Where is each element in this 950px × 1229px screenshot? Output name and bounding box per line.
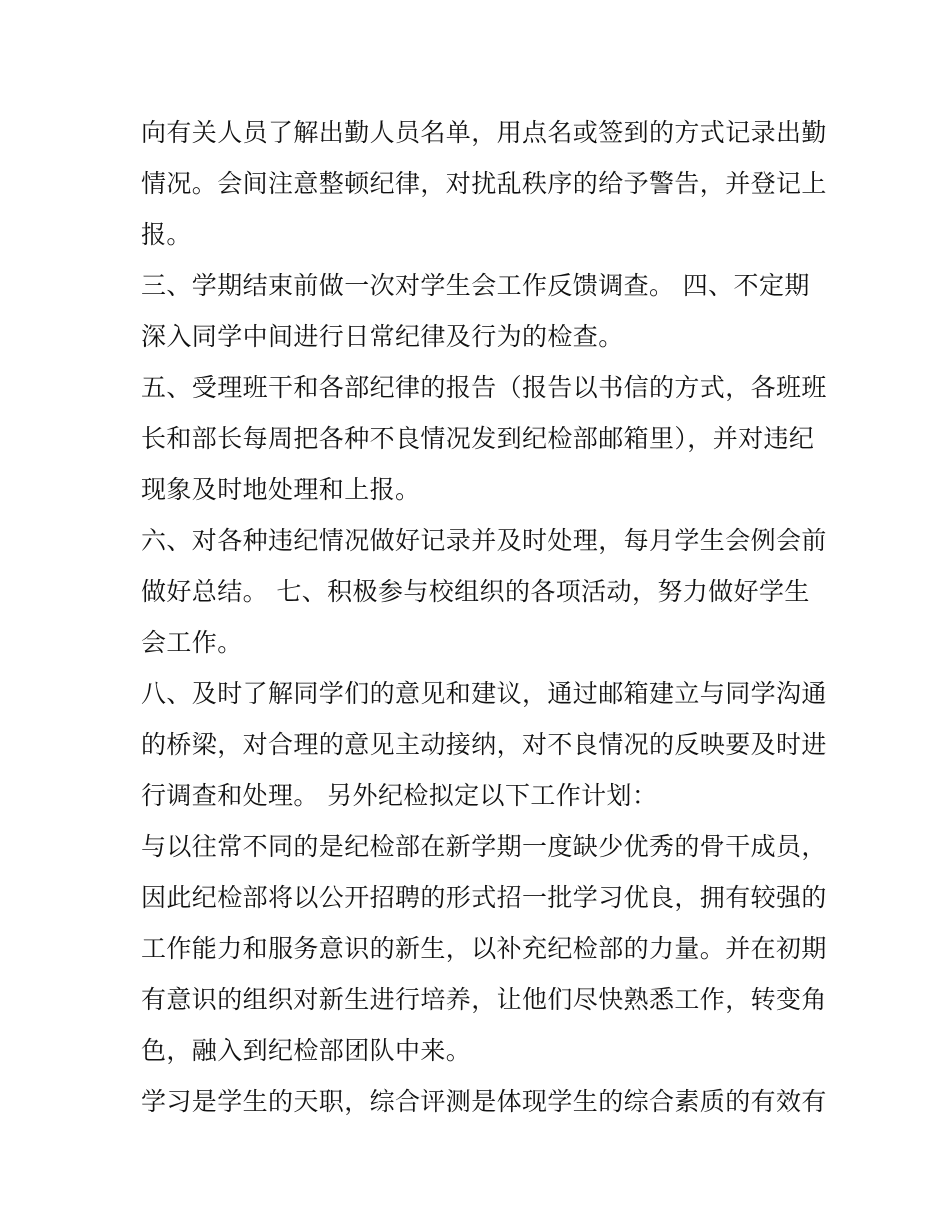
text-line: 向有关人员了解出勤人员名单，用点名或签到的方式记录出勤 [141, 118, 827, 147]
text-line: 八、及时了解同学们的意见和建议，通过邮箱建立与同学沟通 [141, 679, 827, 708]
text-line: 报。 [141, 220, 192, 249]
text-line: 长和部长每周把各种不良情况发到纪检部邮箱里），并对违纪 [141, 424, 815, 453]
text-line: 的桥梁，对合理的意见主动接纳，对不良情况的反映要及时进 [141, 730, 827, 759]
text-line: 做好总结。 七、积极参与校组织的各项活动，努力做好学生 [141, 577, 810, 606]
body-text [141, 107, 827, 1127]
text-line: 有意识的组织对新生进行培养，让他们尽快熟悉工作，转变角 [141, 985, 827, 1014]
text-line: 现象及时地处理和上报。 [141, 475, 421, 504]
text-line: 六、对各种违纪情况做好记录并及时处理，每月学生会例会前 [141, 526, 827, 555]
text-line: 学习是学生的天职，综合评测是体现学生的综合素质的有效有 [141, 1087, 827, 1116]
text-line: 因此纪检部将以公开招聘的形式招一批学习优良，拥有较强的 [141, 883, 827, 912]
text-line: 情况。会间注意整顿纪律，对扰乱秩序的给予警告，并登记上 [141, 169, 827, 198]
text-line: 色，融入到纪检部团队中来。 [141, 1036, 472, 1065]
text-line: 五、受理班干和各部纪律的报告（报告以书信的方式，各班班 [141, 373, 827, 402]
text-line: 会工作。 [141, 628, 243, 657]
text-line: 工作能力和服务意识的新生，以补充纪检部的力量。并在初期 [141, 934, 827, 963]
text-line: 深入同学中间进行日常纪律及行为的检查。 [141, 322, 624, 351]
text-line: 三、学期结束前做一次对学生会工作反馈调查。 四、不定期 [141, 271, 810, 300]
text-line: 与以往常不同的是纪检部在新学期一度缺少优秀的骨干成员， [141, 832, 827, 861]
text-line: 行调查和处理。 另外纪检拟定以下工作计划： [141, 781, 658, 810]
